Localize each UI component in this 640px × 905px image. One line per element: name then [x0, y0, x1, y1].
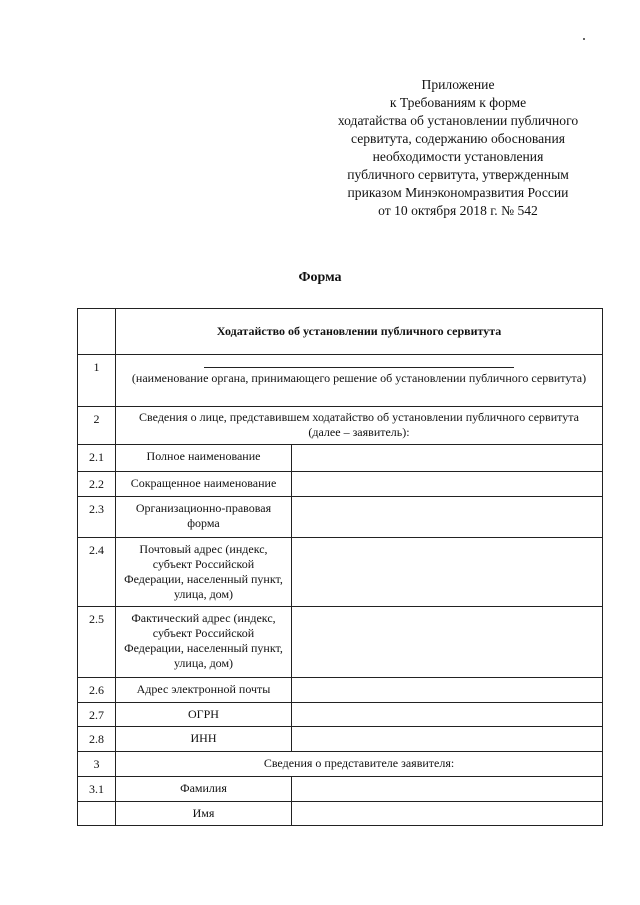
scan-dot — [583, 38, 585, 40]
appendix-block — [318, 76, 598, 220]
row-number — [78, 802, 116, 826]
surname-field[interactable] — [292, 777, 603, 802]
inn-field[interactable] — [292, 727, 603, 752]
field-label: Фамилия — [116, 777, 292, 802]
header-num-cell — [78, 309, 116, 355]
ogrn-field[interactable] — [292, 703, 603, 727]
applicant-section-title: Сведения о лице, представившем ходатайство об установлении публичного сервитута (далее – заявитель): — [116, 407, 603, 445]
field-label: Организационно-правовая форма — [116, 497, 292, 538]
email-field[interactable] — [292, 678, 603, 703]
appendix-line: публичного сервитута, утвержденным — [347, 167, 569, 182]
postal-address-field[interactable] — [292, 538, 603, 607]
appendix-line: от 10 октября 2018 г. № 542 — [378, 203, 538, 218]
short-name-field[interactable] — [292, 472, 603, 497]
field-label: ОГРН — [116, 703, 292, 727]
appendix-line: необходимости установления — [372, 149, 544, 164]
row-number: 2.5 — [78, 607, 116, 678]
representative-section-title: Сведения о представителе заявителя: — [116, 752, 603, 777]
row-number: 2.1 — [78, 445, 116, 472]
first-name-field[interactable] — [292, 802, 603, 826]
appendix-line: ходатайства об установлении публичного — [337, 113, 579, 128]
row-number: 2.3 — [78, 497, 116, 538]
row-number: 1 — [78, 355, 116, 407]
petition-form-table — [77, 308, 603, 826]
form-title: Форма — [298, 270, 342, 285]
field-label: Фактический адрес (индекс, субъект Российской Федерации, населенный пункт, улица, дом) — [116, 607, 292, 678]
row-number: 2.2 — [78, 472, 116, 497]
appendix-line: Приложение — [421, 77, 495, 92]
row-number: 3 — [78, 752, 116, 777]
field-label: Сокращенное наименование — [116, 472, 292, 497]
appendix-line: сервитута, содержанию обоснования — [351, 131, 565, 146]
appendix-line: приказом Минэкономразвития России — [347, 185, 569, 200]
full-name-field[interactable] — [292, 445, 603, 472]
row-number: 2 — [78, 407, 116, 445]
row-number: 2.4 — [78, 538, 116, 607]
form-header: Ходатайство об установлении публичного сервитута — [116, 309, 603, 355]
actual-address-field[interactable] — [292, 607, 603, 678]
field-label: ИНН — [116, 727, 292, 752]
field-label: Почтовый адрес (индекс, субъект Российской Федерации, населенный пункт, улица, дом) — [116, 538, 292, 607]
row-number: 2.7 — [78, 703, 116, 727]
row-number: 2.6 — [78, 678, 116, 703]
field-label: Имя — [116, 802, 292, 826]
authority-field[interactable] — [116, 355, 603, 407]
row-number: 2.8 — [78, 727, 116, 752]
appendix-line: к Требованиям к форме — [389, 95, 527, 110]
field-label: Полное наименование — [116, 445, 292, 472]
row-number: 3.1 — [78, 777, 116, 802]
field-label: Адрес электронной почты — [116, 678, 292, 703]
legal-form-field[interactable] — [292, 497, 603, 538]
authority-hint: (наименование органа, принимающего решение об установлении публичного сервитута) — [131, 371, 587, 385]
